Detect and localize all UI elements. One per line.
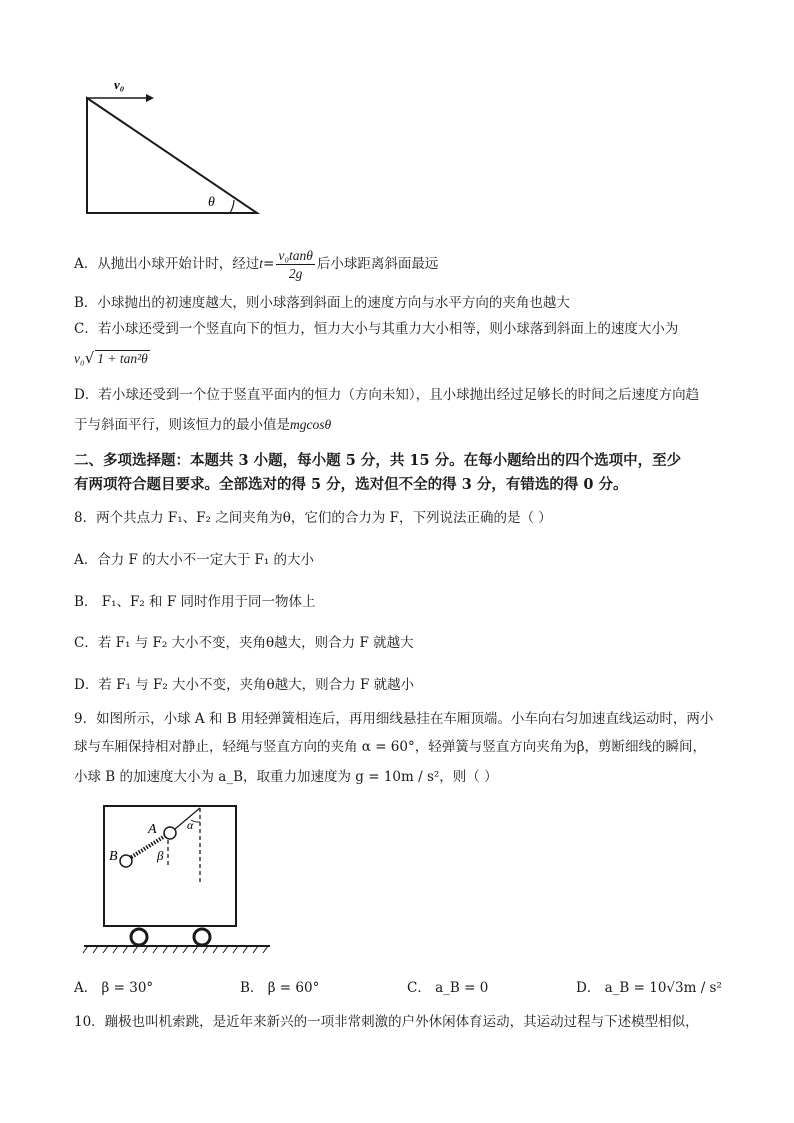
q7-option-a-prefix: A．从抛出小球开始计时，经过 [74, 256, 260, 272]
q8-option-d: D．若 F₁ 与 F₂ 大小不变，夹角θ越大，则合力 F 就越小 [74, 677, 415, 693]
fig-label-alpha: α [187, 818, 194, 832]
q7-option-a-t: t [259, 256, 264, 271]
q7-option-a-fraction [276, 247, 315, 282]
q9-stem-line3: 小球 B 的加速度大小为 a_B，取重力加速度为 g = 10m / s²，则（ ） [74, 769, 498, 785]
angle-arc [230, 200, 234, 213]
q8-option-a: A．合力 F 的大小不一定大于 F₁ 的大小 [74, 552, 315, 568]
incline-figure [80, 74, 270, 219]
q9-option-c: C． a_B = 0 [407, 980, 489, 996]
cart-figure [82, 800, 272, 962]
theta-label: θ [208, 195, 215, 210]
q7-option-b: B．小球抛出的初速度越大，则小球落到斜面上的速度方向与水平方向的夹角也越大 [74, 295, 570, 311]
section2-heading-line1: 二、多项选择题：本题共 3 小题，每小题 5 分，共 15 分。在每小题给出的四个选项中，至少 [74, 452, 682, 469]
q7-option-c-v0: v₀ [74, 351, 85, 366]
v0-label: v₀ [114, 77, 125, 92]
q7-option-a-denominator: 2g [288, 266, 303, 281]
q7-option-d-prefix: 于与斜面平行，则该恒力的最小值是 [74, 417, 290, 433]
q7-option-a-numerator: v₀tanθ [278, 248, 313, 263]
q8-option-c: C．若 F₁ 与 F₂ 大小不变，夹角θ越大，则合力 F 就越大 [74, 635, 414, 651]
section2-heading-line2: 有两项符合题目要求。全部选对的得 5 分，选对但不全的得 3 分，有错选的得 0 分。 [74, 476, 628, 493]
velocity-arrowhead [146, 94, 154, 102]
q7-option-a [74, 247, 438, 282]
q7-option-d-value: mgcosθ [290, 417, 332, 432]
fig-label-b: B [109, 849, 118, 864]
radical-sign-icon: √ [84, 349, 95, 367]
fig-label-beta: β [157, 848, 164, 863]
q7-option-d-line1: D．若小球还受到一个位于竖直平面内的恒力（方向未知），且小球抛出经过足够长的时间之后速度方向趋 [74, 387, 700, 403]
fig-label-a: A [148, 822, 157, 837]
q9-option-b: B． β = 60° [240, 980, 320, 996]
q9-option-d: D． a_B = 10√3m / s² [576, 980, 722, 996]
incline-triangle [87, 98, 257, 213]
q8-stem: 8．两个共点力 F₁、F₂ 之间夹角为θ，它们的合力为 F，下列说法正确的是（ ） [74, 510, 552, 526]
q10-stem-line1: 10．蹦极也叫机索跳，是近年来新兴的一项非常刺激的户外休闲体育运动，其运动过程与下述模型相似， [74, 1014, 699, 1030]
right-wheel [194, 929, 210, 945]
ball-b [120, 855, 132, 867]
ball-a [164, 827, 176, 839]
q7-option-a-eq: = [263, 256, 275, 272]
q7-option-a-suffix: 后小球距离斜面最远 [316, 256, 439, 272]
q8-option-b: B． F₁、F₂ 和 F 同时作用于同一物体上 [74, 594, 316, 610]
ground-hatching [83, 946, 268, 953]
q9-stem-line2: 球与车厢保持相对静止，轻绳与竖直方向的夹角 α = 60°，轻弹簧与竖直方向夹角为β，剪断细线的瞬间， [74, 739, 707, 755]
q7-option-d-line2 [74, 416, 331, 434]
q9-option-a: A． β = 30° [74, 980, 154, 996]
q7-option-c-line1: C．若小球还受到一个竖直向下的恒力，恒力大小与其重力大小相等，则小球落到斜面上的速度大小为 [74, 321, 679, 337]
left-wheel [131, 929, 147, 945]
q7-option-c-radicand: 1 + tan²θ [97, 351, 148, 366]
q9-stem-line1: 9．如图所示，小球 A 和 B 用轻弹簧相连后，再用细线悬挂在车厢顶端。小车向右匀加速直线运动时，两小 [74, 711, 714, 727]
q7-option-c-line2 [74, 349, 150, 368]
